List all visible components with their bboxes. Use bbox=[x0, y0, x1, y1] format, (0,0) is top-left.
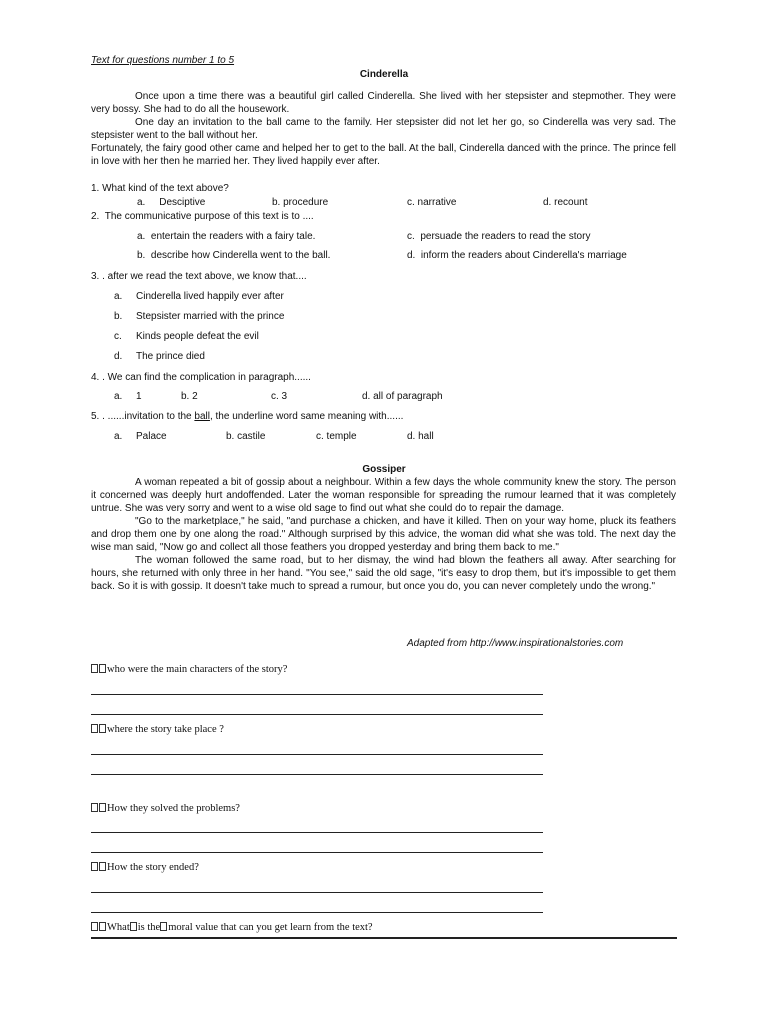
missing-glyph-icon bbox=[99, 803, 106, 812]
missing-glyph-icon bbox=[91, 862, 98, 871]
missing-glyph-icon bbox=[91, 724, 98, 733]
answer-line bbox=[91, 832, 543, 833]
q4-option-b: b. 2 bbox=[181, 391, 198, 402]
missing-glyph-icon bbox=[99, 922, 106, 931]
q3-option-b: Stepsister married with the prince bbox=[136, 311, 285, 322]
source-attribution: Adapted from http://www.inspirationalstories.com bbox=[407, 638, 624, 649]
essay-question-4 bbox=[91, 862, 199, 873]
question-1: 1. What kind of the text above? bbox=[91, 183, 229, 194]
missing-glyph-icon bbox=[99, 664, 106, 673]
q5-text-after: , the underline word same meaning with...... bbox=[209, 411, 404, 422]
paragraph: The woman followed the same road, but to her dismay, the wind had blown the feathers all away. After searching for hours, she returned with only three in her hand. "You see," said the old sage, "it's easy to drop them, but it's impossible to get them back. So it is with gossip. It doesn't take much to spread a rumour, but once you do, you can never completely undo the wrong." bbox=[91, 555, 676, 592]
q4-option-c: c. 3 bbox=[271, 391, 288, 402]
answer-line bbox=[91, 694, 543, 695]
q3-option-d-letter: d. bbox=[114, 351, 123, 362]
paragraph: A woman repeated a bit of gossip about a neighbour. Within a few days the whole community knew the story. The person it concerned was deeply hurt andoffended. Later the woman responsible for spreading the rumour learned that it was completely untrue. She was very sorry and went to a wise old sage to find out what she could do to repair the damage. bbox=[91, 477, 676, 514]
q2-option-b: b. describe how Cinderella went to the ball. bbox=[137, 250, 331, 261]
missing-glyph-icon bbox=[160, 922, 167, 931]
q1-option-a: a. Desciptive bbox=[137, 197, 206, 208]
q3-option-c: Kinds people defeat the evil bbox=[136, 331, 259, 342]
q4-option-a-letter: a. bbox=[114, 391, 123, 402]
paragraph: Once upon a time there was a beautiful girl called Cinderella. She lived with her stepsister and stepmother. They were very bossy. She had to do all the housework. bbox=[91, 91, 676, 115]
essay-question-1-text: who were the main characters of the story? bbox=[107, 664, 288, 675]
q3-option-c-letter: c. bbox=[114, 331, 122, 342]
paragraph: "Go to the marketplace," he said, "and purchase a chicken, and have it killed. Then on your way home, pluck its feathers and drop them one by one along the road." Although surprised by this advice, the woman did what she was told. The next day the wise man said, "Now go and collect all those feathers you dropped yesterday and bring them back to me." bbox=[91, 516, 676, 553]
q5-option-b: b. castile bbox=[226, 431, 266, 442]
essay-question-5-part-a: What bbox=[107, 922, 130, 933]
answer-line bbox=[91, 754, 543, 755]
missing-glyph-icon bbox=[99, 862, 106, 871]
question-2: 2. The communicative purpose of this text is to .... bbox=[91, 211, 314, 222]
q2-option-c: c. persuade the readers to read the story bbox=[407, 231, 591, 242]
q3-option-d: The prince died bbox=[136, 351, 205, 362]
essay-question-4-text: How the story ended? bbox=[107, 862, 199, 873]
story-title-cinderella: Cinderella bbox=[359, 69, 409, 80]
paragraph: Fortunately, the fairy good other came and helped her to get to the ball. At the ball, Cinderella danced with the prince. The prince fell in love with her then he married her. They lived happily ever after. bbox=[91, 143, 676, 167]
cinderella-text bbox=[91, 90, 676, 168]
q5-underlined-word: ball bbox=[194, 411, 210, 422]
essay-question-1 bbox=[91, 664, 287, 675]
q4-option-a: 1 bbox=[136, 391, 142, 402]
gossiper-text bbox=[91, 476, 676, 593]
answer-line bbox=[91, 937, 677, 939]
section-heading: Text for questions number 1 to 5 bbox=[91, 55, 235, 66]
q4-option-d: d. all of paragraph bbox=[362, 391, 443, 402]
essay-question-3 bbox=[91, 803, 240, 814]
answer-line bbox=[91, 852, 543, 853]
missing-glyph-icon bbox=[91, 803, 98, 812]
answer-line bbox=[91, 892, 543, 893]
q5-option-a: Palace bbox=[136, 431, 167, 442]
question-3: 3. . after we read the text above, we know that.... bbox=[91, 271, 307, 282]
q5-text-before: 5. . ......invitation to the bbox=[91, 411, 195, 422]
q3-option-a: Cinderella lived happily ever after bbox=[136, 291, 284, 302]
q3-option-b-letter: b. bbox=[114, 311, 123, 322]
answer-line bbox=[91, 714, 543, 715]
missing-glyph-icon bbox=[130, 922, 137, 931]
missing-glyph-icon bbox=[91, 922, 98, 931]
essay-question-2 bbox=[91, 724, 224, 735]
answer-line bbox=[91, 774, 543, 775]
q5-option-c: c. temple bbox=[316, 431, 357, 442]
q2-option-d: d. inform the readers about Cinderella's marriage bbox=[407, 250, 627, 261]
essay-question-2-text: where the story take place ? bbox=[107, 724, 224, 735]
answer-line bbox=[91, 912, 543, 913]
question-5 bbox=[91, 411, 403, 422]
essay-question-5-part-c: moral value that can you get learn from the text? bbox=[168, 922, 373, 933]
q1-option-c: c. narrative bbox=[407, 197, 457, 208]
essay-question-3-text: How they solved the problems? bbox=[107, 803, 240, 814]
q1-option-b: b. procedure bbox=[272, 197, 329, 208]
q3-option-a-letter: a. bbox=[114, 291, 123, 302]
essay-question-5 bbox=[91, 922, 373, 933]
missing-glyph-icon bbox=[91, 664, 98, 673]
q2-option-a: a. entertain the readers with a fairy tale. bbox=[137, 231, 316, 242]
question-4: 4. . We can find the complication in paragraph...... bbox=[91, 372, 311, 383]
q1-option-d: d. recount bbox=[543, 197, 588, 208]
q5-option-a-letter: a. bbox=[114, 431, 123, 442]
paragraph: One day an invitation to the ball came to the family. Her stepsister did not let her go, so Cinderella was very sad. The stepsister went to the ball without her. bbox=[91, 117, 676, 141]
missing-glyph-icon bbox=[99, 724, 106, 733]
story-title-gossiper: Gossiper bbox=[362, 464, 406, 475]
essay-question-5-part-b: is the bbox=[137, 922, 161, 933]
q5-option-d: d. hall bbox=[407, 431, 434, 442]
